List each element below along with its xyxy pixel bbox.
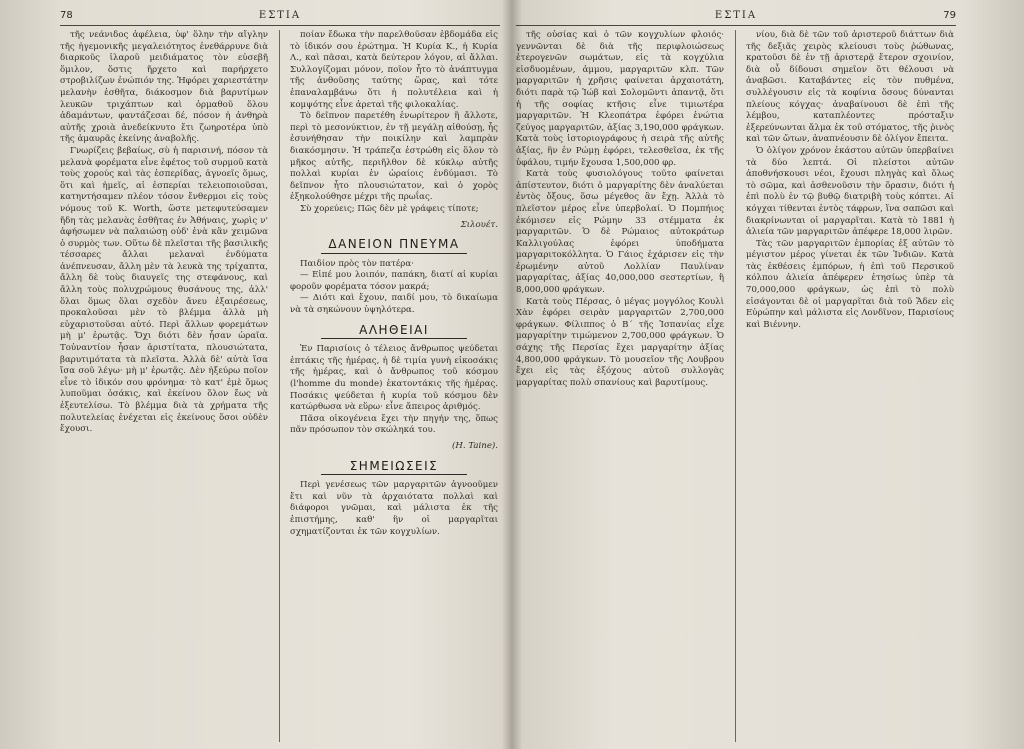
left-page <box>60 0 500 749</box>
right-column-1 <box>516 30 724 742</box>
paragraph: νίου, διὰ δὲ τῶν τοῦ ἀριστεροῦ διάττων διὰ τῆς δεξιᾶς χειρὸς κλείουσι τοὺς ῥώθωνας, κρατοῦσι δὲ ἐν τῇ ἀριστερᾷ ἕτερον σχοινίον, διὰ οὗ δίδουσι σημεῖον ὅτι θέλουσι νὰ ἀναβῶσι. Καταβάντες εἰς τὸν πυθμένα, συλλέγουσιν εἰς τὰ κοφίνια ὅσους δύνανται πλείους κόγχας· ἀναβαίνουσι δὲ ἐπὶ τῆς λέμβου, καταπλέοντες πρόσταξιν ἐξερεύνωνται ἄλμα ἐκ τοῦ στόματος, τῆς ῥινὸς καὶ τῶν ὤτων, ἀναπνέουσιν δὲ ὀλίγον ἔπειτα. <box>746 30 954 145</box>
paragraph: Γνωρίζεις βεβαίως, σὺ ἡ παρισινή, πόσον τὰ μελανὰ φορέματα εἶνε ἐφέτος τοῦ συρμοῦ κατὰ τοὺς χορούς καὶ τὰς ἑσπερίδας, ἀγνοεῖς ὅμως, ὅτι καὶ ἡμεῖς, αἱ ἐσπερίαι τελειοποιοῦσαι, κατηντήσαμεν πλέον τόσον ἔνθερμοι εἰς τοὺς νόμους τοῦ K. Worth, ὥστε μετεφυτεύσαμεν ἤδη τὰς μελανὰς ἐσθῆτας ἐν Ἀθήναις, χωρὶς ν' ἀφήσωμεν νὰ παλαιώσῃ οὐδ' ἐνὰ κἂν χειμῶνα ὁ συρμὸς των. Οὕτω δὲ πλεῖσται τῆς βασιλικῆς τέσσαρες ἄλλαι μελαναὶ ἐνδύματα ἀνέπνευσαν, ἄλλη μὲν τὰ λευκὰ της τρίχαπτα, ἄλλη δὲ τοὺς διαυγεῖς της στεφάνους, καὶ ἄλλη τοὺς πολυχρώμους θυσάνους της, ἀλλ' ὅλαι ὅμως ὅλαι σχεδὸν ἄνευ ἐξαιρέσεως, προκαλοῦσαι μὲν τὸ βλέμμα ἀλλὰ μὴ εὐχαριστοῦσαι αὐτό. Περὶ ἄλλων φορεμάτων μὴ μ' ἐρωτᾷς. Ὄχι διότι δὲν ἦσαν ὡραῖα. Τοὐναντίον ἦσαν ἀριστίτατα, πλουσιώτατα, βαρυτιμότατα τὰ πλεῖστα. Ἀλλὰ δὲ' αὐτὰ ἴσα ἴσα σοῦ λέγω· μὴ μ' ἐρωτᾷς. Δὲν ἠξεύρω ποῖον εἶνε τὸ ἰδικόν σου φρόνημα· τὸ κατ' ἐμὲ ὅμως λυποῦμαι ὁσάκις, καὶ ἐκείνου ὅλον ἔως νὰ ἐξευτελίσω. Τὸ βλέμμα διὰ τὰ χρήματα τῆς πολυτελείας ἐνέχεται εἰς ἐκείνους ὅσοι οὐδὲν ἔχουσι. <box>60 145 268 435</box>
paragraph: Ἐν Παρισίοις ὁ τέλειος ἄνθρωπος ψεύδεται ἑπτάκις τῆς ἡμέρας, ἡ δὲ τιμία γυνὴ εἰκοσάκις τῆς ἡμέρας, καὶ ὁ ἄνθρωπος τοῦ κόσμου (l'homme du monde) ἑκατοντάκις τῆς ἡμέρας. Ποσάκις ψεύδεται ἡ κυρία τοῦ κόσμου δὲν κατώρθωσα νὰ εὕρω· εἶνε ἄπειρος ἀριθμός. <box>290 344 498 413</box>
section-title-aletheiai: ΑΛΗΘΕΙΑΙ <box>359 322 429 337</box>
paragraph: Κατὰ τοὺς Πέρσας, ὁ μέγας μογγόλος Κουλὶ Χὰν ἐφόρει σειρὰν μαργαριτῶν 2,700,000 φράγκων. Φίλιππος ὁ Β΄ τῆς Ἱσπανίας εἶχε μαργαρίτην τιμώμενον 2,700,000 φράγκων. Ὁ σάχης τῆς Περσίας ἔχει μαργαρίτην ἀξίας 4,800,000 φράγκων. Τὸ μουσεῖον τῆς Λουβρου ἔχει εἰς τὰς ἐξόχους αὐτοῦ συλλογὰς μαργαρίτας πολὺ σπανίους καὶ βαρυτίμους. <box>516 296 724 388</box>
left-page-header <box>60 10 500 24</box>
left-column-divider <box>279 30 280 742</box>
paragraph: τῆς νεάνιδος ἀφέλεια, ὑφ' ὅλην τὴν αἴγλην τῆς ἡγεμονικῆς μεγαλειότητος ἐνεθάρρυνε διὰ διαρκοῦς ἱλαροῦ μειδιάματος τὸν εὐσεβῆ ὅμιλον, ὅστις ἤρχετο καὶ παρήρχετο στροβιλίζων ἐνώπιόν της. Ἠφόρει χαριεστάτην μελανὴν ἐσθῆτα, διάκοσμον διὰ βαρυτίμων λευκῶν τριχάπτων καὶ ὁρμαθοῦ ὅλου ἀδαμάντων, φαντάζεσαι δέ, πόσον ἡ ἀνθηρὰ αὐτῆς χροιὰ ἀνεδείκνυτο ἔτι ζωηροτέρα ὑπὸ τῆς ἀμαυρᾶς ἐκείνης ἀναβολῆς. <box>60 30 268 145</box>
paragraph: — Εἰπέ μου λοιπόν, παπάκη, διατί αἱ κυρίαι φοροῦν φορέματα τόσον μακρά; <box>290 270 498 292</box>
right-running-head: ΕΣΤΙΑ <box>714 10 758 21</box>
section-rule <box>321 474 467 475</box>
right-page-number: 79 <box>943 10 956 21</box>
section-rule <box>321 338 467 339</box>
left-running-head: ΕΣΤΙΑ <box>258 10 302 21</box>
paragraph: Σὺ χορεύεις; Πῶς δὲν μὲ γράφεις τίποτε; <box>300 203 479 214</box>
paragraph: — Διότι καὶ ἔχουν, παιδί μου, τὸ δικαίωμα νὰ τὰ σηκώνουν ὑψηλότερα. <box>290 293 498 316</box>
section-title-daneion-pneuma: ΔΑΝΕΙΟΝ ΠΝΕΥΜΑ <box>328 237 460 252</box>
section-rule <box>321 253 467 254</box>
paragraph: Πᾶσα οἰκογένεια ἔχει τὴν πηγήν της, ὅπως πᾶν πρόσωπον τὸν σκώληκά του. <box>290 413 498 436</box>
right-header-rule <box>516 25 956 26</box>
paragraph: Τὸ δεῖπνον παρετέθη ἐνωρίτερον ἢ ἄλλοτε, περὶ τὸ μεσονύκτιον, ἐν τῇ μεγάλῃ αἰθούσῃ, ἧς ἐσυνήθησαν τὴν ποικίλην καὶ λαμπρὰν διακόσμησιν. Ἡ τράπεζα ἐστρώθη εἰς ὅλον τὸ μῆκος αὐτῆς, περιῆλθον δὲ κύκλῳ αὐτῆς πολλαὶ κυρίαι ἐν ὡραίοις ἐνδύμασι. Τὸ δεῖπνον ἦτο πλουσιώτατον, καὶ ὁ χορὸς ἐξηκολούθησε μέχρι τῆς πρωΐας. <box>290 111 498 203</box>
signature: (H. Taine). <box>452 441 498 451</box>
paragraph: Ὁ ὀλίγον χρόνον ἑκάστου αὐτῶν ὑπερβαίνει τὰ δύο λεπτά. Οἱ πλείστοι αὐτῶν ἀποθνήσκουσι νέοι, ἔχουσι πληγὰς καὶ ὅλως τὸ σῶμα, καὶ ἀσθενοῦσιν τὴν ὅρασιν, διότι ἡ ἐπὶ πολὺ ἐν τῷ βυθῷ διατριβὴ τοὺς κόπτει. Αἱ κόγχαι τίθενται ἐντὸς τάφρων, ἵνα σαπῶσι καὶ διακρίνωνται οἱ μαργαρῖται. Κατὰ τὸ 1881 ἡ ἀλιεία τῶν μαργαριτῶν ἀπέφερε 18,000 λιρῶν. <box>746 145 954 238</box>
paragraph: τῆς οὐσίας καὶ ὁ τῶν κογχυλίων φλοιός· γεννῶνται δὲ διὰ τῆς περιφλοιώσεως ἑτερογενῶν σωμάτων, εἰς τὰ κογχύλια εἰσδυομένων, ἀμμου, μαργαριτῶν κλπ. Τῶν μαργαριτῶν ἡ χρῆσις φαίνεται ἀρχαιοτάτη, διότι παρὰ τῷ Ἰώβ καὶ Σολομῶντι ἀπαντᾷ, ὅτι ἡ τῆς σοφίας κτῆσις εἶνε τιμιωτέρα μαργαριτῶν. Ἡ Κλεοπάτρα ἐφόρει ἐνώτια ζεύγος μαργαριτῶν, ἀξίας 3,190,000 φράγκων. Κατὰ τοὺς ἱστοριογράφους ἡ σειρὰ τῆς αὐτῆς ἀξίας, ἣν ἐν Ρώμῃ ἐφόρει, τελεσθεῖσα, ἐκ τῆς ὑφάλου, τιμήν ἔχουσα 1,500,000 φρ. <box>516 30 724 168</box>
signature: Σιλουέτ. <box>460 219 498 230</box>
right-column-divider <box>735 30 736 742</box>
left-column-1 <box>60 30 268 742</box>
paragraph: Περὶ γενέσεως τῶν μαργαριτῶν ἀγνοοῦμεν ἔτι καὶ νῦν τὰ ἀρχαιότατα πολλαὶ καὶ διάφοροι γνῶμαι, καὶ μάλιστα ἐκ τῆς ἐπιστήμης, καθ' ἣν οἱ μαργαρῖται σχηματίζονται ἐκ τῶν κογχυλίων. <box>290 480 498 537</box>
right-column-2 <box>746 30 954 742</box>
right-page-header <box>516 10 956 24</box>
left-column-2 <box>290 30 498 742</box>
paragraph: Κατὰ τοὺς φυσιολόγους τοῦτο φαίνεται ἀπίστευτον, διότι ὁ μαργαρίτης δὲν ἀναλύεται ἐντὸς ὄξους, ὅσω μέγεθος ἂν ἔχῃ. Ἀλλὰ τὸ πλεῖστον μέρος εἶνε ὑπερβολαί. Ὁ Πομπήιος ἐκόμισεν εἰς Ρώμην 33 στέμματα ἐκ μαργαριτῶν. Ὁ δὲ Ρώμαιος αὐτοκράτωρ Καλλιγούλας ἐφόρει ὑποδήματα μαργαριτοκόλλητα. Ὁ Γάιος ἐχάρισεν εἰς τὴν ἐρωμένην αὐτοῦ Λολλίαν Παυλίναν μαργαρίτας, ἀξίας 40,000,000 σεστερτίων, ἢ 8,000,000 φράγκων. <box>516 169 724 296</box>
paragraph: ποίαν ἔδωκα τὴν παρελθοῦσαν ἑβδομάδα εἰς τὸ ἰδικόν σου ἐρώτημα. Ἡ Κυρία Κ., ἡ Κυρία Λ., καὶ πᾶσαι, κατὰ δεύτερον λόγον, αἱ ἄλλαι. Συλλογίζομαι μόνον, ποῖον ἦτο τὸ ἀνάπτυγμα τῆς ἀνθοῦσης ταύτης ὥρας, καὶ τότε ἐπαναλαμβάνω ὅτι ἡ πολυτέλεια καὶ ἡ κομψότης εἶνε ἀρεταὶ τῆς φιλοκαλίας. <box>290 30 498 110</box>
paragraph: Τὰς τῶν μαργαριτῶν ἐμπορίας ἐξ αὐτῶν τὸ μέγιστον μέρος γίνεται ἐκ τῶν Ἰνδιῶν. Κατὰ τὰς ἐκθέσεις ἐμπόρων, ἡ ἐπὶ τοῦ Περσικοῦ κόλπου ἀλιεία ἀπέφερεν ἐτησίως ὑπὲρ τὰ 70,000,000 φράγκων, ὡς ἐπὶ τὸ πολὺ εἰσάγονται δὲ οἱ μαργαρῖται διὰ τοῦ Ἄδεν εἰς Εὐρώπην καὶ μάλιστα εἰς Λονδῖνον, Παρισίους καὶ Βιέννην. <box>746 238 954 330</box>
paragraph: Παιδίον πρὸς τὸν πατέρα· <box>300 258 414 269</box>
right-page <box>516 0 956 749</box>
left-page-number: 78 <box>60 10 73 21</box>
left-header-rule <box>60 25 500 26</box>
section-title-semeioseis: ΣΗΜΕΙΩΣΕΙΣ <box>349 458 439 473</box>
